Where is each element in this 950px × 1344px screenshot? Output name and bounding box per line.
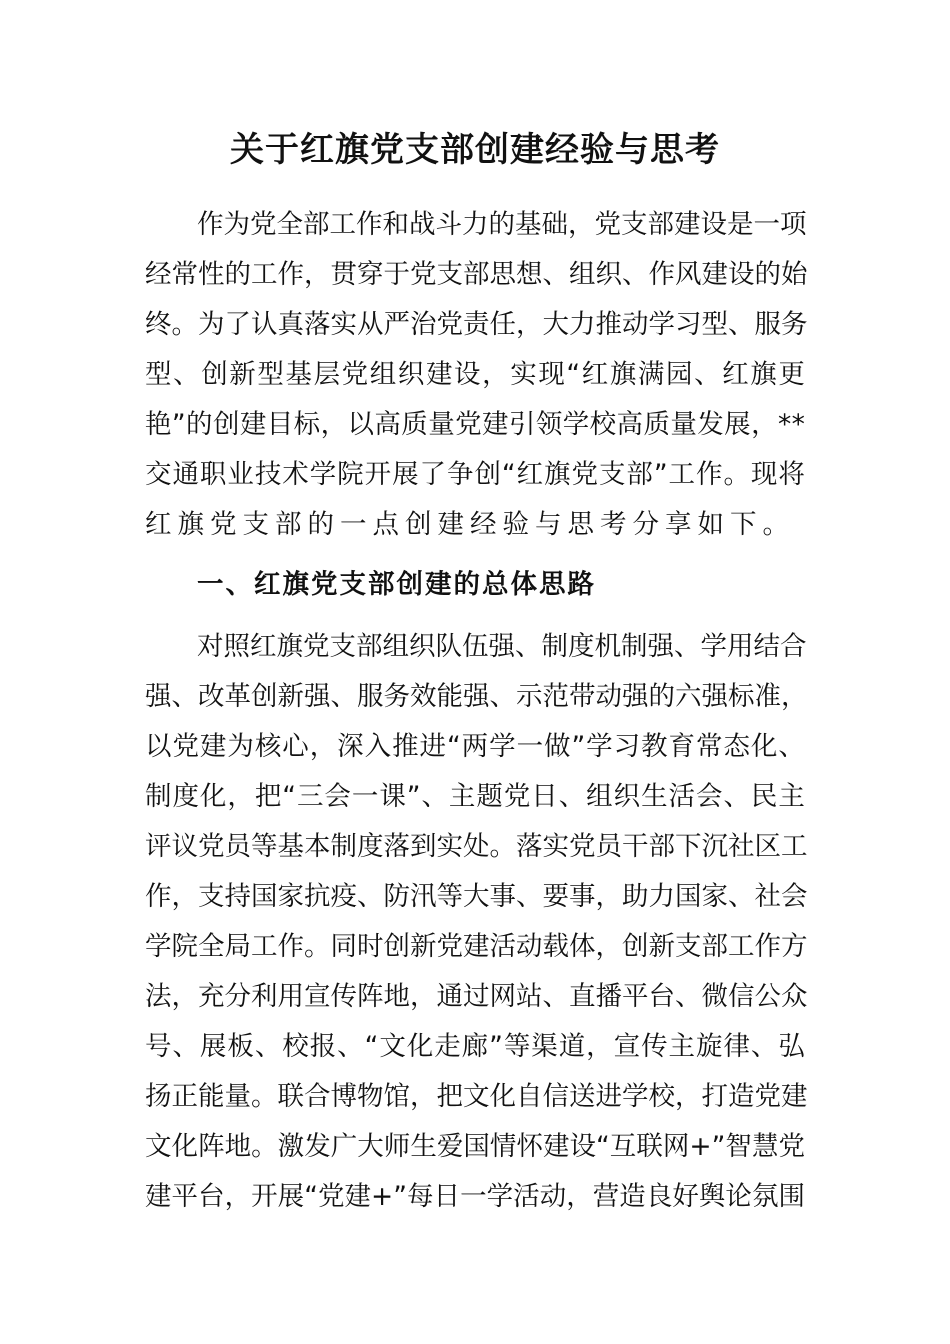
paragraph-line: 学 院 全 局 工 作 。 同 时 创 新 党 建 活 动 载 体 ， 创 新 支 部 工 作 方 — [145, 931, 808, 962]
paragraph-line: 作 ， 支 持 国 家 抗 疫 、 防 汛 等 大 事 、 要 事 ， 助 力 国 家 、 社 会 — [145, 881, 808, 912]
paragraph-line: 对 照 红 旗 党 支 部 组 织 队 伍 强 、 制 度 机 制 强 、 学 用 结 合 — [197, 631, 807, 662]
paragraph-line: 制 度 化 ， 把 “ 三 会 一 课 ” 、 主 题 党 日 、 组 织 生 活 会 、 民 主 — [145, 781, 805, 812]
paragraph-line: 建 平 台 ， 开 展 “ 党 建 + ” 每 日 一 学 活 动 ， 营 造 良 好 舆 论 氛 围 — [145, 1181, 805, 1212]
paragraph-line: 强 、 改 革 创 新 强 、 服 务 效 能 强 、 示 范 带 动 强 的 六 强 标 准 ， — [145, 681, 808, 712]
paragraph-line: 红旗党支部的一点创建经验与思考分享如下。 — [145, 509, 795, 540]
paragraph-line: 型 、 创 新 型 基 层 党 组 织 建 设 ， 实 现 “ 红 旗 满 园 、 红 旗 更 — [145, 359, 805, 390]
paragraph-line: 经 常 性 的 工 作 ， 贯 穿 于 党 支 部 思 想 、 组 织 、 作 风 建 设 的 始 — [145, 259, 808, 290]
paragraph-line: 作 为 党 全 部 工 作 和 战 斗 力 的 基 础 ， 党 支 部 建 设 是 一 项 — [197, 209, 807, 240]
paragraph-line: 以 党 建 为 核 心 ， 深 入 推 进 “ 两 学 一 做 ” 学 习 教 育 常 态 化 、 — [145, 731, 805, 762]
document-title: 关于红旗党支部创建经验与思考 — [230, 130, 720, 170]
section-heading: 一、红旗党支部创建的总体思路 — [197, 569, 596, 600]
paragraph-line: 交 通 职 业 技 术 学 院 开 展 了 争 创 “ 红 旗 党 支 部 ” 工 作 。 现 将 — [145, 459, 805, 490]
paragraph-line: 文 化 阵 地 。 激 发 广 大 师 生 爱 国 情 怀 建 设 “ 互 联 网 + ” 智 慧 党 — [145, 1131, 805, 1162]
paragraph-line: 号 、 展 板 、 校 报 、 “ 文 化 走 廊 ” 等 渠 道 ， 宣 传 主 旋 律 、 弘 — [145, 1031, 805, 1062]
paragraph-line: 终 。 为 了 认 真 落 实 从 严 治 党 责 任 ， 大 力 推 动 学 习 型 、 服 务 — [145, 309, 808, 340]
paragraph-line: 艳 ” 的 创 建 目 标 ， 以 高 质 量 党 建 引 领 学 校 高 质 量 发 展 ， * * — [145, 409, 805, 440]
paragraph-line: 法 ， 充 分 利 用 宣 传 阵 地 ， 通 过 网 站 、 直 播 平 台 、 微 信 公 众 — [145, 981, 808, 1012]
paragraph-line: 评 议 党 员 等 基 本 制 度 落 到 实 处 。 落 实 党 员 干 部 下 沉 社 区 工 — [145, 831, 808, 862]
paragraph-line: 扬 正 能 量 。 联 合 博 物 馆 ， 把 文 化 自 信 送 进 学 校 ， 打 造 党 建 — [145, 1081, 808, 1112]
